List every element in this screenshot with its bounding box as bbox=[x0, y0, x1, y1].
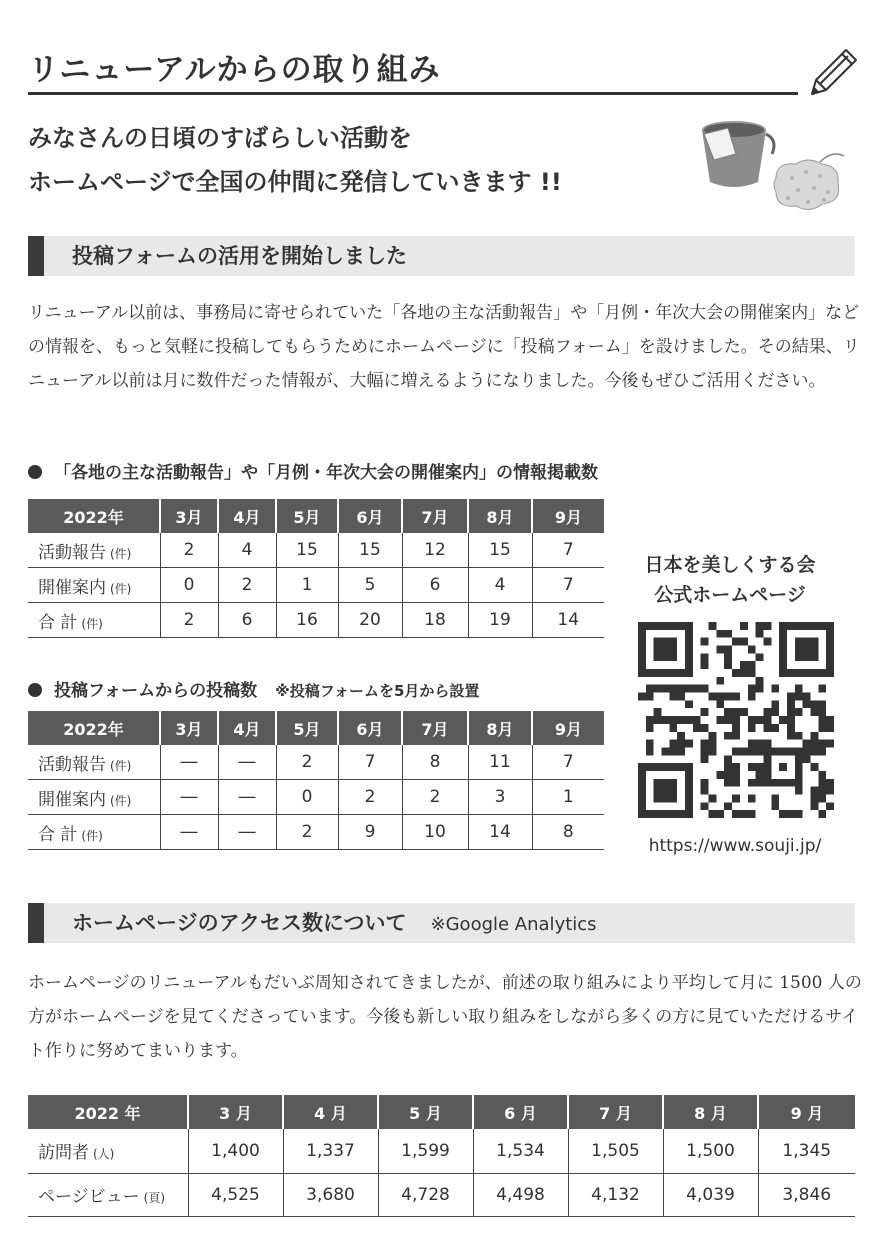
table-cell: 16 bbox=[276, 603, 338, 638]
row-label-text: ページビュー bbox=[38, 1187, 140, 1207]
bullet-dot-icon bbox=[28, 465, 42, 479]
table-row bbox=[28, 603, 604, 638]
table-cell: 7 bbox=[532, 745, 604, 780]
table-cell: 4 bbox=[468, 568, 532, 603]
table-cell: 8 bbox=[532, 815, 604, 850]
qr-caption bbox=[620, 550, 840, 610]
header-cell: 2022年 bbox=[28, 499, 160, 533]
section2-note: ※Google Analytics bbox=[430, 914, 597, 935]
header-cell: 7月 bbox=[402, 711, 468, 745]
header-cell: 4月 bbox=[218, 499, 276, 533]
row-unit: (件) bbox=[110, 581, 132, 596]
header-cell: 9月 bbox=[532, 711, 604, 745]
table-cell: 2 bbox=[338, 780, 402, 815]
section-heading-access-count bbox=[28, 903, 855, 943]
table-cell: 1,400 bbox=[188, 1129, 283, 1173]
row-label-text: 開催案内 bbox=[38, 789, 106, 810]
table-cell: 18 bbox=[402, 603, 468, 638]
header-cell: 8月 bbox=[468, 711, 532, 745]
table-cell: 10 bbox=[402, 815, 468, 850]
header-cell: 4 月 bbox=[283, 1095, 378, 1129]
row-label bbox=[28, 1173, 188, 1216]
row-label-text: 訪問者 bbox=[38, 1143, 89, 1164]
qr-code[interactable] bbox=[638, 622, 834, 818]
header-cell: 6月 bbox=[338, 711, 402, 745]
subtitle-line-2: ホームページで全国の仲間に発信していきます !! bbox=[28, 168, 562, 196]
section-heading-posting-form bbox=[28, 236, 855, 276]
table-cell: 1,534 bbox=[473, 1129, 568, 1173]
row-label-text: 活動報告 bbox=[38, 754, 106, 775]
table-cell: 1,345 bbox=[758, 1129, 855, 1173]
table-cell: 0 bbox=[276, 780, 338, 815]
table-row bbox=[28, 1129, 855, 1173]
table-cell: 0 bbox=[160, 568, 218, 603]
table-cell: ― bbox=[160, 780, 218, 815]
table-cell: 14 bbox=[468, 815, 532, 850]
table-cell: 1,505 bbox=[568, 1129, 663, 1173]
pencil-icon bbox=[806, 46, 860, 100]
table-cell: 3,680 bbox=[283, 1173, 378, 1216]
table-row bbox=[28, 745, 604, 780]
row-label bbox=[28, 1129, 188, 1173]
table-cell: 1,599 bbox=[378, 1129, 473, 1173]
header-cell: 3 月 bbox=[188, 1095, 283, 1129]
table-row bbox=[28, 533, 604, 568]
table-cell: 4,728 bbox=[378, 1173, 473, 1216]
table-cell: ― bbox=[218, 815, 276, 850]
table-header-row bbox=[28, 711, 604, 745]
table-cell: 3,846 bbox=[758, 1173, 855, 1216]
row-label bbox=[28, 815, 160, 850]
table-cell: 1,500 bbox=[663, 1129, 758, 1173]
table-cell: 19 bbox=[468, 603, 532, 638]
table-cell: 2 bbox=[276, 745, 338, 780]
row-unit: (件) bbox=[110, 793, 132, 808]
table-cell: 1 bbox=[276, 568, 338, 603]
table-cell: ― bbox=[160, 745, 218, 780]
subtitle bbox=[28, 116, 562, 204]
qr-caption-line-2: 公式ホームページ bbox=[654, 584, 806, 606]
row-label bbox=[28, 603, 160, 638]
row-unit: (人) bbox=[93, 1147, 115, 1162]
header-cell: 3月 bbox=[160, 499, 218, 533]
table-row bbox=[28, 815, 604, 850]
access-count-table bbox=[28, 1095, 855, 1217]
table-cell: ― bbox=[160, 815, 218, 850]
header-cell: 5 月 bbox=[378, 1095, 473, 1129]
table-cell: 12 bbox=[402, 533, 468, 568]
table-cell: 15 bbox=[338, 533, 402, 568]
table-row bbox=[28, 780, 604, 815]
table-cell: 14 bbox=[532, 603, 604, 638]
row-unit: (件) bbox=[81, 616, 103, 631]
table-cell: 7 bbox=[338, 745, 402, 780]
row-unit: (件) bbox=[110, 758, 132, 773]
page-title: リニューアルからの取り組み bbox=[28, 52, 441, 88]
section-marker bbox=[28, 903, 44, 943]
table-cell: 3 bbox=[468, 780, 532, 815]
row-label bbox=[28, 780, 160, 815]
table-cell: 4,039 bbox=[663, 1173, 758, 1216]
table-cell: ― bbox=[218, 745, 276, 780]
table2-caption bbox=[28, 676, 479, 701]
header-cell: 9 月 bbox=[758, 1095, 855, 1129]
table-cell: 4,525 bbox=[188, 1173, 283, 1216]
section1-paragraph: リニューアル以前は、事務局に寄せられていた「各地の主な活動報告」や「月例・年次大会の開催案内」などの情報を、もっと気軽に投稿してもらうためにホームページに「投稿フォーム」を設けました。その結果、リニューアル以前は月に数件だった情報が、大幅に増えるようになりました。今後もぜひご活用ください。 bbox=[28, 303, 860, 391]
header-cell: 7月 bbox=[402, 499, 468, 533]
posting-form-table bbox=[28, 711, 604, 850]
row-label bbox=[28, 745, 160, 780]
row-label-text: 合 計 bbox=[38, 824, 78, 845]
header-cell: 8 月 bbox=[663, 1095, 758, 1129]
header-cell: 3月 bbox=[160, 711, 218, 745]
subtitle-line-1: みなさんの日頃のすばらしい活動を bbox=[28, 124, 412, 152]
table-cell: 7 bbox=[532, 568, 604, 603]
table-cell: 7 bbox=[532, 533, 604, 568]
bullet-dot-icon bbox=[28, 683, 42, 697]
row-label bbox=[28, 568, 160, 603]
table-cell: ― bbox=[218, 780, 276, 815]
row-unit: (頁) bbox=[143, 1191, 166, 1205]
table-header-row bbox=[28, 499, 604, 533]
table1-caption-text: 「各地の主な活動報告」や「月例・年次大会の開催案内」の情報掲載数 bbox=[54, 463, 598, 483]
table-cell: 20 bbox=[338, 603, 402, 638]
qr-caption-line-1: 日本を美しくする会 bbox=[644, 554, 816, 576]
table-cell: 11 bbox=[468, 745, 532, 780]
section2-paragraph: ホームページのリニューアルもだいぶ周知されてきましたが、前述の取り組みにより平均して月に 1500 人の方がホームページを見てくださっています。今後も新しい取り組みをしながら多くの方に見ていただけるサイト作りに努めてまいります。 bbox=[28, 973, 862, 1061]
table-cell: 2 bbox=[160, 603, 218, 638]
table-row bbox=[28, 1173, 855, 1216]
table-row bbox=[28, 568, 604, 603]
table2-note: ※投稿フォームを5月から設置 bbox=[275, 682, 480, 700]
table-cell: 2 bbox=[218, 568, 276, 603]
row-label-text: 開催案内 bbox=[38, 577, 106, 598]
header-cell: 6月 bbox=[338, 499, 402, 533]
table-cell: 8 bbox=[402, 745, 468, 780]
table2-caption-text: 投稿フォームからの投稿数 bbox=[54, 681, 258, 701]
section-marker bbox=[28, 236, 44, 276]
website-url-link[interactable]: https://www.souji.jp/ bbox=[648, 836, 822, 856]
table-cell: 2 bbox=[402, 780, 468, 815]
section-heading-text: 投稿フォームの活用を開始しました bbox=[72, 244, 407, 268]
table-cell: 4,498 bbox=[473, 1173, 568, 1216]
table-cell: 9 bbox=[338, 815, 402, 850]
section2-heading-text: ホームページのアクセス数について bbox=[72, 911, 407, 935]
header-cell: 6 月 bbox=[473, 1095, 568, 1129]
row-label-text: 活動報告 bbox=[38, 542, 106, 563]
header-cell: 8月 bbox=[468, 499, 532, 533]
table-cell: 1 bbox=[532, 780, 604, 815]
header-cell: 7 月 bbox=[568, 1095, 663, 1129]
bucket-sponge-illustration bbox=[692, 114, 852, 218]
header-cell: 4月 bbox=[218, 711, 276, 745]
table-cell: 15 bbox=[468, 533, 532, 568]
title-rule bbox=[28, 92, 798, 95]
table-cell: 6 bbox=[218, 603, 276, 638]
table-cell: 2 bbox=[160, 533, 218, 568]
header-cell: 5月 bbox=[276, 499, 338, 533]
posted-info-table bbox=[28, 499, 604, 638]
header-cell: 2022年 bbox=[28, 711, 160, 745]
row-label-text: 合 計 bbox=[38, 612, 78, 633]
table-cell: 1,337 bbox=[283, 1129, 378, 1173]
section-heading-text bbox=[72, 903, 597, 945]
table-cell: 15 bbox=[276, 533, 338, 568]
table1-caption bbox=[28, 458, 598, 483]
row-unit: (件) bbox=[110, 546, 132, 561]
table-cell: 2 bbox=[276, 815, 338, 850]
table-header-row bbox=[28, 1095, 855, 1129]
header-cell: 9月 bbox=[532, 499, 604, 533]
table-cell: 4,132 bbox=[568, 1173, 663, 1216]
row-unit: (件) bbox=[81, 828, 103, 843]
header-cell: 5月 bbox=[276, 711, 338, 745]
table-cell: 6 bbox=[402, 568, 468, 603]
header-cell: 2022 年 bbox=[28, 1095, 188, 1129]
table-cell: 4 bbox=[218, 533, 276, 568]
row-label bbox=[28, 533, 160, 568]
table-cell: 5 bbox=[338, 568, 402, 603]
